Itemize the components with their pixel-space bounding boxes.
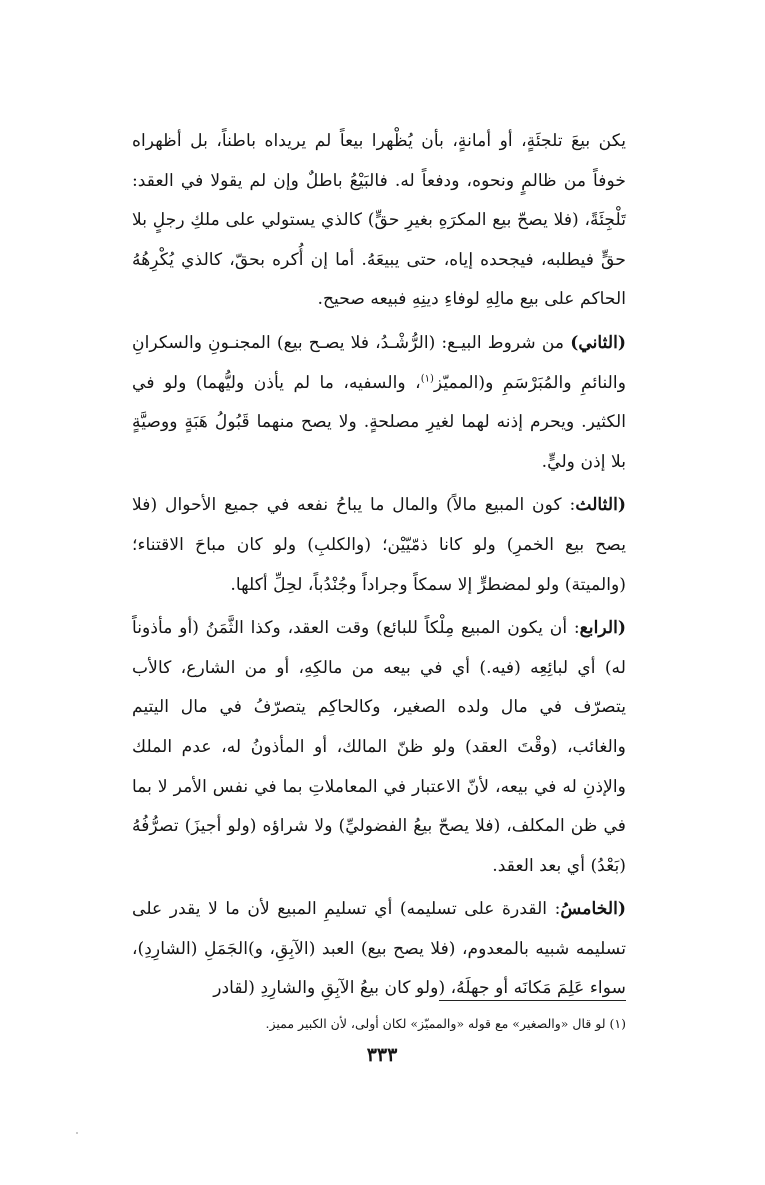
- footnote-marker: (١): [420, 372, 434, 384]
- paragraph: [132, 609, 626, 886]
- section-heading: (الثاني): [570, 332, 626, 353]
- paragraph-text: من شروط البيـع: (الرُّشْـدُ، فلا يصـح بيع) المجنـونِ والسكرانِ والنائمِ والمُبَرْسَمِ و(المميّز: [132, 332, 626, 393]
- section-heading: (الرابع: [579, 618, 626, 639]
- paragraph: [132, 486, 626, 605]
- paragraph: [132, 324, 626, 482]
- paragraph-text: (فلا يصحّ بيع المكرَهِ بغيرِ حقٍّ) كالذي يستولي على ملكِ رجلٍ بلا حقٍّ فيطلبه، فيجحده إياه، حتى يبيعَهُ. أما إن أُكره بحقّ، كالذي يُكْرِهُهُ الحاكم على بيع مالِهِ لوفاءِ دينِهِ فبيعه صحيح.: [132, 210, 626, 310]
- scan-speck: [76, 1132, 78, 1134]
- paragraph-text: : القدرة على تسليمه) أي تسليمِ المبيع لأن ما لا يقدر على تسليمه شبيه بالمعدوم، (فلا يصح بيع) العبد (الآبِقِ، و)الجَمَلِ (الشارِدِ)، سواء عَلِمَ مَكانَه أو جهلَهُ، (ولو كان بيعُ الآبِقِ والشارِدِ (لقادر: [132, 899, 626, 999]
- paragraph-text: ، والسفيه، ما لم يأذن وليُّهما) ولو في الكثير. ويحرم إذنه لهما لغيرِ مصلحةٍ. ولا يصح منهما قَبُولُ هَبَةٍ ووصيَّةٍ بلا إذن وليٍّ.: [132, 372, 626, 472]
- paragraph: [132, 890, 626, 1009]
- page-number: ٣٣٣: [366, 1044, 398, 1066]
- section-heading: (الثالث: [575, 495, 626, 516]
- paragraph-text: يكن بيعَ تلجئَةٍ، أو أمانةٍ، بأن يُظْهرا بيعاً لم يريداه باطناً، بل أظهراه خوفاً من ظالمٍ ونحوه، ودفعاً له. فالبَيْعُ باطلٌ وإن لم يقولا في العقد: تَلْجِئَةً،: [132, 131, 626, 231]
- main-text-block: [132, 122, 626, 1009]
- paragraph-text: : أن يكون المبيع مِلْكاً للبائع) وقت العقد، وكذا الثَّمَنُ (أو مأذوناً له) أي لبائِعِه (فيه.) أي في بيعه من مالكِهِ، أو من الشارع، كالأب يتصرّف في مال ولده الصغير، وكالحاكِم يتصرّفُ في مال اليتيم والغائب، (وقْتَ العقد) ولو ظنّ المالك، أو المأذونُ له، عدم الملك والإذنِ له في بيعه، لأنّ الاعتبار في المعاملاتِ بما في نفس الأمر لا بما في ظن المكلف، (فلا يصحّ بيعُ الفضوليِّ) ولا شراؤه (ولو أجيزَ) تصرُّفُهُ (بَعْدُ) أي بعد العقد.: [132, 618, 626, 876]
- section-heading: (الخامسُ: [560, 899, 626, 920]
- footnote: (١) لو قال «والصغير» مع قوله «والمميّز» لكان أولى، لأن الكبير مميز.: [265, 1016, 626, 1031]
- paragraph-text: : كون المبيع مالاً) والمال ما يباحُ نفعه في جميع الأحوال (فلا يصح بيع الخمرِ) ولو كانا ذمّيّيْن؛ (والكلبِ) ولو كان مباحَ الاقتناء؛ (والميتة) ولو لمضطرٍّ إلا سمكاً وجراداً وجُنْدُباً، لحِلِّ أكلها.: [132, 495, 626, 595]
- footnote-divider: [439, 1000, 626, 1001]
- paragraph: [132, 122, 626, 320]
